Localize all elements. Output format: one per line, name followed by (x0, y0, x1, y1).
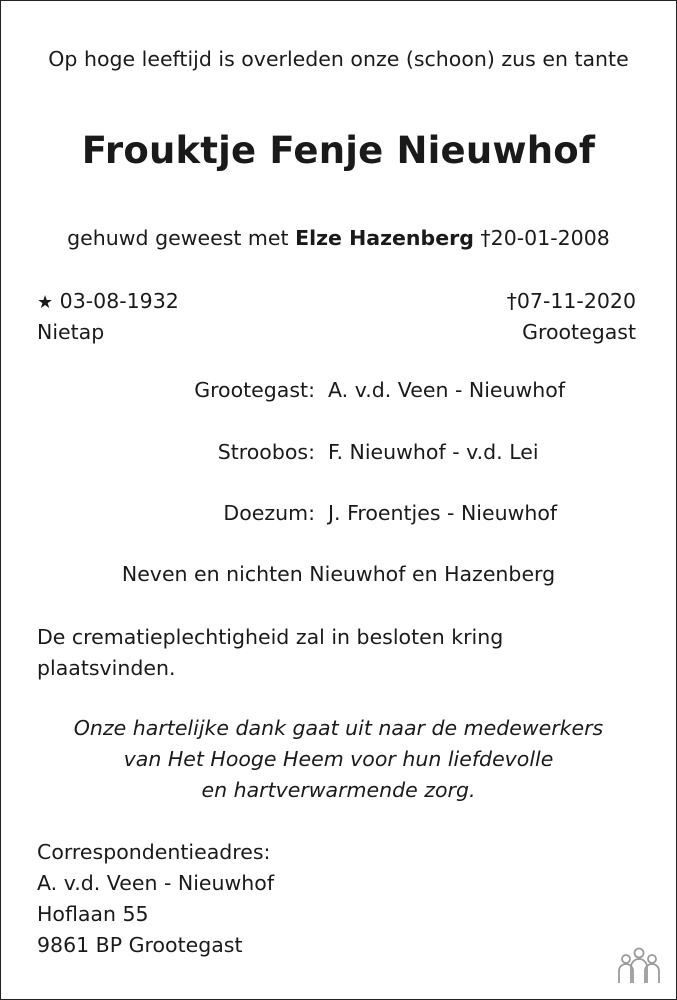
cross-icon: † (506, 289, 517, 313)
birth-line (37, 289, 179, 313)
spouse-death-date: 20-01-2008 (490, 226, 610, 250)
death-line (507, 289, 636, 313)
death-place: Grootegast (522, 320, 636, 344)
spouse-line (1, 226, 676, 250)
spouse-name: Elze Hazenberg (295, 226, 474, 250)
thanks-line: en hartverwarmende zorg. (201, 778, 476, 802)
correspondence-address (37, 837, 274, 961)
relative-place: Doezum: (223, 501, 315, 525)
thanks-message (1, 713, 676, 806)
thanks-line: Onze hartelijke dank gaat uit naar de medewerkers (73, 716, 604, 740)
deceased-name: Frouktje Fenje Nieuwhof (81, 129, 596, 172)
address-line: Hoflaan 55 (37, 902, 149, 926)
spouse-prefix: gehuwd geweest met (67, 226, 289, 250)
correspondence-heading: Correspondentieadres: (37, 840, 271, 864)
relative-name: A. v.d. Veen - Nieuwhof (328, 378, 566, 402)
birth-date: 03-08-1932 (59, 289, 179, 313)
relative-place: Grootegast: (194, 378, 315, 402)
relative-name: F. Nieuwhof - v.d. Lei (328, 440, 539, 464)
cremation-notice: De crematieplechtigheid zal in besloten kring plaatsvinden. (37, 625, 504, 680)
thanks-line: van Het Hooge Heem voor hun liefdevolle (123, 747, 554, 771)
spouse-death-symbol: † (480, 226, 491, 250)
intro-text: Op hoge leeftijd is overleden onze (schoon) zus en tante (48, 47, 629, 71)
relative-place: Stroobos: (217, 440, 315, 464)
people-group-icon (616, 945, 662, 985)
death-date: 07-11-2020 (516, 289, 636, 313)
nephews-nieces: Neven en nichten Nieuwhof en Hazenberg (121, 562, 556, 586)
address-line: A. v.d. Veen - Nieuwhof (37, 871, 275, 895)
birth-place: Nietap (37, 320, 105, 344)
relative-name: J. Froentjes - Nieuwhof (328, 501, 558, 525)
star-icon: ★ (37, 292, 54, 313)
address-line: 9861 BP Grootegast (37, 933, 243, 957)
